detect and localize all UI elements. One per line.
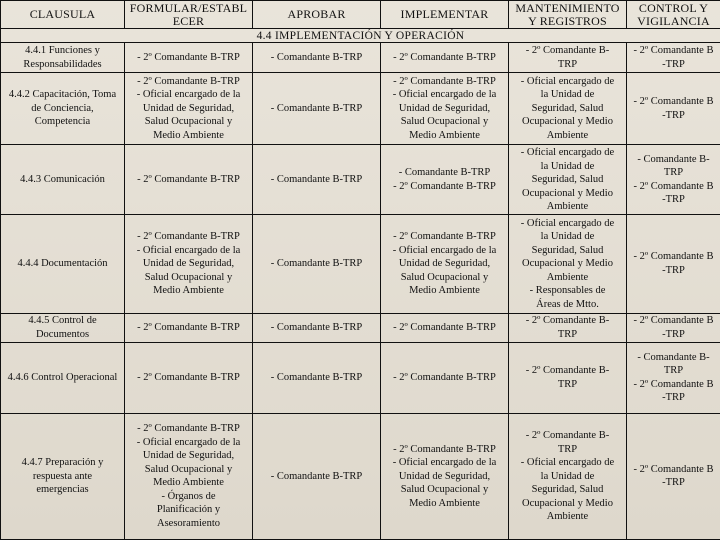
col-header-clausula: CLAUSULA (1, 1, 125, 29)
cell-control: - Comandante B- TRP - 2º Comandante B -TRP (627, 145, 720, 215)
cell-implementar: - 2º Comandante B-TRP - Oficial encargado de la Unidad de Seguridad, Salud Ocupacional y Medio Ambiente (381, 413, 509, 539)
cell-mantenimiento: - 2º Comandante B- TRP (509, 43, 627, 73)
cell-control: - 2º Comandante B -TRP (627, 313, 720, 342)
section-title: 4.4 IMPLEMENTACIÓN Y OPERACIÓN (1, 29, 720, 43)
cell-aprobar: - Comandante B-TRP (253, 313, 381, 342)
cell-mantenimiento: - Oficial encargado de la Unidad de Seguridad, Salud Ocupacional y Medio Ambiente (509, 73, 627, 145)
cell-implementar: - Comandante B-TRP - 2º Comandante B-TRP (381, 145, 509, 215)
cell-implementar: - 2º Comandante B-TRP (381, 43, 509, 73)
cell-clausula: 4.4.1 Funciones y Responsabilidades (1, 43, 125, 73)
table-row (1, 43, 720, 73)
cell-implementar: - 2º Comandante B-TRP (381, 342, 509, 413)
cell-formular: - 2º Comandante B-TRP - Oficial encargado de la Unidad de Seguridad, Salud Ocupacional y Medio Ambiente (125, 215, 253, 313)
cell-clausula: 4.4.2 Capacitación, Toma de Conciencia, Competencia (1, 73, 125, 145)
cell-mantenimiento: - 2º Comandante B- TRP - Oficial encargado de la Unidad de Seguridad, Salud Ocupacional y Medio Ambiente (509, 413, 627, 539)
col-header-formular: FORMULAR/ESTABL ECER (125, 1, 253, 29)
cell-formular: - 2º Comandante B-TRP (125, 313, 253, 342)
header-row (1, 1, 720, 29)
cell-aprobar: - Comandante B-TRP (253, 73, 381, 145)
cell-control: - 2º Comandante B -TRP (627, 43, 720, 73)
table-row (1, 215, 720, 313)
col-header-control: CONTROL Y VIGILANCIA (627, 1, 720, 29)
cell-control: - 2º Comandante B -TRP (627, 215, 720, 313)
cell-formular: - 2º Comandante B-TRP - Oficial encargado de la Unidad de Seguridad, Salud Ocupacional y Medio Ambiente - Órganos de Planificación y Asesoramiento (125, 413, 253, 539)
cell-formular: - 2º Comandante B-TRP (125, 342, 253, 413)
cell-mantenimiento: - 2º Comandante B- TRP (509, 313, 627, 342)
cell-implementar: - 2º Comandante B-TRP - Oficial encargado de la Unidad de Seguridad, Salud Ocupacional y Medio Ambiente (381, 215, 509, 313)
col-header-aprobar: APROBAR (253, 1, 381, 29)
table-row (1, 413, 720, 539)
cell-mantenimiento: - Oficial encargado de la Unidad de Seguridad, Salud Ocupacional y Medio Ambiente - Responsables de Áreas de Mtto. (509, 215, 627, 313)
cell-mantenimiento: - Oficial encargado de la Unidad de Seguridad, Salud Ocupacional y Medio Ambiente (509, 145, 627, 215)
table-row (1, 313, 720, 342)
table-row (1, 73, 720, 145)
cell-formular: - 2º Comandante B-TRP (125, 145, 253, 215)
cell-control: - Comandante B- TRP - 2º Comandante B -TRP (627, 342, 720, 413)
col-header-implementar: IMPLEMENTAR (381, 1, 509, 29)
cell-aprobar: - Comandante B-TRP (253, 145, 381, 215)
cell-implementar: - 2º Comandante B-TRP - Oficial encargado de la Unidad de Seguridad, Salud Ocupacional y Medio Ambiente (381, 73, 509, 145)
cell-mantenimiento: - 2º Comandante B- TRP (509, 342, 627, 413)
cell-formular: - 2º Comandante B-TRP - Oficial encargado de la Unidad de Seguridad, Salud Ocupacional y Medio Ambiente (125, 73, 253, 145)
cell-aprobar: - Comandante B-TRP (253, 215, 381, 313)
cell-clausula: 4.4.6 Control Operacional (1, 342, 125, 413)
cell-clausula: 4.4.5 Control de Documentos (1, 313, 125, 342)
cell-implementar: - 2º Comandante B-TRP (381, 313, 509, 342)
cell-clausula: 4.4.7 Preparación y respuesta ante emergencias (1, 413, 125, 539)
cell-aprobar: - Comandante B-TRP (253, 413, 381, 539)
cell-aprobar: - Comandante B-TRP (253, 43, 381, 73)
table-row (1, 342, 720, 413)
table-row (1, 145, 720, 215)
cell-aprobar: - Comandante B-TRP (253, 342, 381, 413)
cell-formular: - 2º Comandante B-TRP (125, 43, 253, 73)
cell-control: - 2º Comandante B -TRP (627, 413, 720, 539)
cell-clausula: 4.4.4 Documentación (1, 215, 125, 313)
col-header-mantenimiento: MANTENIMIENTO Y REGISTROS (509, 1, 627, 29)
cell-control: - 2º Comandante B -TRP (627, 73, 720, 145)
section-row (1, 29, 720, 43)
cell-clausula: 4.4.3 Comunicación (1, 145, 125, 215)
